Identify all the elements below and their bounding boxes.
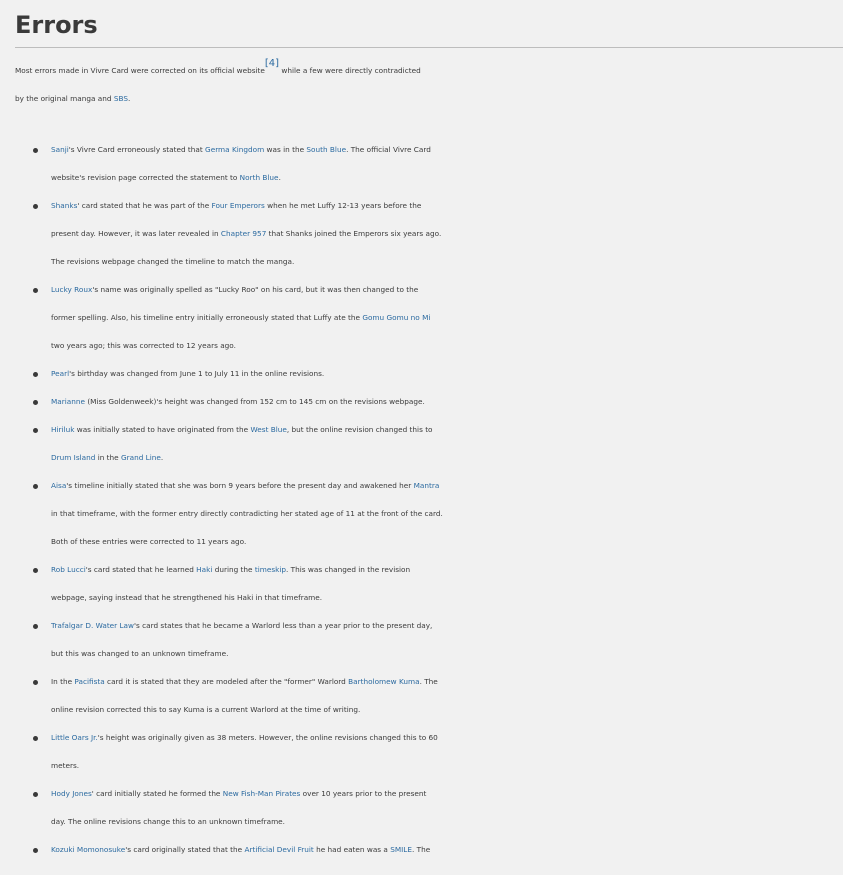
list-item-line <box>51 416 843 444</box>
wiki-link[interactable]: Little Oars Jr. <box>51 733 98 742</box>
list-item-text: when he met Luffy 12-13 years before the <box>264 201 422 210</box>
list-item-line <box>51 472 843 500</box>
list-item-text: two years ago; this was corrected to 12 years ago. <box>51 341 236 350</box>
list-item-line <box>51 136 843 164</box>
list-item-text: 's card stated that he learned <box>85 565 197 574</box>
wiki-link[interactable]: Four Emperors <box>211 201 265 210</box>
list-item-text: present day. However, it was later revealed in <box>51 229 221 238</box>
list-item-line <box>51 444 843 472</box>
wiki-link[interactable]: Marianne <box>51 397 86 406</box>
list-item <box>0 724 843 780</box>
list-item-text: . The <box>411 845 431 854</box>
list-item-text: In the <box>51 677 75 686</box>
errors-list <box>0 136 843 864</box>
list-item-text: over 10 years prior to the present <box>300 789 427 798</box>
list-item-line <box>51 276 843 304</box>
list-item <box>0 136 843 192</box>
list-item-text: Both of these entries were corrected to 11 years ago. <box>51 537 247 546</box>
list-item-text: card it is stated that they are modeled after the "former" Warlord <box>104 677 349 686</box>
wiki-link[interactable]: New Fish-Man Pirates <box>222 789 301 798</box>
list-item-text: but this was changed to an unknown timeframe. <box>51 649 229 658</box>
list-item <box>0 472 843 556</box>
list-item-text: in the <box>95 453 121 462</box>
sbs-link[interactable]: SBS <box>113 94 128 103</box>
wiki-link[interactable]: Drum Island <box>51 453 96 462</box>
list-item-line <box>51 584 843 612</box>
list-item <box>0 360 843 388</box>
list-item-text: . The official Vivre Card <box>346 145 431 154</box>
list-item-text: . <box>278 173 281 182</box>
list-item <box>0 416 843 472</box>
list-item-text: was in the <box>264 145 307 154</box>
list-item-text: he had eaten was a <box>313 845 391 854</box>
wiki-link[interactable]: Haki <box>196 565 213 574</box>
intro-text: by the original manga and <box>15 94 114 103</box>
list-item <box>0 556 843 612</box>
wiki-link[interactable]: Bartholomew Kuma <box>348 677 420 686</box>
list-item <box>0 192 843 276</box>
list-item <box>0 612 843 668</box>
list-item-line <box>51 500 843 528</box>
list-item-text: ' card stated that he was part of the <box>77 201 212 210</box>
list-item-text: during the <box>212 565 255 574</box>
list-item-text: meters. <box>51 761 80 770</box>
list-item-text: 's Vivre Card erroneously stated that <box>68 145 206 154</box>
list-item-line <box>51 752 843 780</box>
intro-line <box>15 85 843 113</box>
wiki-link[interactable]: Lucky Roux <box>51 285 93 294</box>
wiki-link[interactable]: Pearl <box>51 369 70 378</box>
wiki-link[interactable]: Aisa <box>51 481 67 490</box>
list-item-line <box>51 780 843 808</box>
list-item-text: . This was changed in the revision <box>286 565 411 574</box>
list-item-text: (Miss Goldenweek)'s height was changed from 152 cm to 145 cm on the revisions webpage. <box>85 397 425 406</box>
list-item-text: The revisions webpage changed the timeline to match the manga. <box>51 257 295 266</box>
wiki-link[interactable]: Pacifista <box>74 677 105 686</box>
intro-line <box>15 57 843 85</box>
wiki-link[interactable]: South Blue <box>306 145 347 154</box>
list-item <box>0 836 843 864</box>
wiki-link[interactable]: timeskip <box>254 565 287 574</box>
wiki-link[interactable]: Hiriluk <box>51 425 75 434</box>
wiki-link[interactable]: Grand Line <box>120 453 161 462</box>
wiki-link[interactable]: Kozuki Momonosuke <box>51 845 126 854</box>
wiki-link[interactable]: SMILE <box>390 845 412 854</box>
wiki-link[interactable]: Mantra <box>413 481 440 490</box>
list-item-text: 's card originally stated that the <box>125 845 245 854</box>
list-item-text: . <box>160 453 164 462</box>
heading-divider <box>15 47 843 48</box>
wiki-link[interactable]: Sanji <box>51 145 69 154</box>
intro-text: while a few were directly contradicted <box>279 66 421 75</box>
list-item-line <box>51 556 843 584</box>
wiki-link[interactable]: Shanks <box>51 201 78 210</box>
list-item-line <box>51 668 843 696</box>
list-item-line <box>51 360 843 388</box>
list-item-line <box>51 612 843 640</box>
list-item-line <box>51 640 843 668</box>
list-item-text: former spelling. Also, his timeline entry initially erroneously stated that Luffy ate the <box>51 313 363 322</box>
list-item-line <box>51 220 843 248</box>
list-item <box>0 668 843 724</box>
wiki-link[interactable]: North Blue <box>239 173 279 182</box>
list-item-text: . The <box>419 677 438 686</box>
list-item-line <box>51 248 843 276</box>
list-item-text: 's birthday was changed from June 1 to July 11 in the online revisions. <box>69 369 325 378</box>
list-item-line <box>51 696 843 724</box>
list-item-text: 's timeline initially stated that she was born 9 years before the present day and awakened her <box>66 481 414 490</box>
wiki-link[interactable]: Germa Kingdom <box>205 145 265 154</box>
list-item-line <box>51 164 843 192</box>
list-item-line <box>51 836 843 864</box>
list-item-line <box>51 332 843 360</box>
section-heading: Errors <box>15 11 98 39</box>
intro-text: . <box>128 94 131 103</box>
reference-link[interactable]: [4] <box>264 58 280 69</box>
wiki-link[interactable]: Rob Lucci <box>51 565 86 574</box>
list-item-line <box>51 304 843 332</box>
list-item-line <box>51 808 843 836</box>
intro-paragraph <box>15 57 843 113</box>
list-item-text: ' card initially stated he formed the <box>91 789 223 798</box>
list-item <box>0 388 843 416</box>
list-item-text: 's card states that he became a Warlord less than a year prior to the present day, <box>134 621 433 630</box>
list-item-line <box>51 192 843 220</box>
list-item-text: website's revision page corrected the statement to <box>51 173 240 182</box>
list-item-text: 's height was originally given as 38 meters. However, the online revisions changed this to 60 <box>97 733 438 742</box>
list-item-text: in that timeframe, with the former entry directly contradicting her stated age of 11 at the front of the card. <box>51 509 443 518</box>
list-item <box>0 276 843 360</box>
list-item-text: webpage, saying instead that he strengthened his Haki in that timeframe. <box>51 593 323 602</box>
list-item <box>0 780 843 836</box>
wiki-link[interactable]: Gomu Gomu no Mi <box>362 313 431 322</box>
list-item-line <box>51 724 843 752</box>
wiki-link[interactable]: Trafalgar D. Water Law <box>51 621 134 630</box>
list-item-line <box>51 388 843 416</box>
list-item-text: day. The online revisions change this to an unknown timeframe. <box>51 817 285 826</box>
intro-text: Most errors made in Vivre Card were corrected on its official website <box>15 66 265 75</box>
list-item-text: 's name was originally spelled as "Lucky Roo" on his card, but it was then changed to the <box>92 285 419 294</box>
wiki-link[interactable]: Artificial Devil Fruit <box>244 845 314 854</box>
list-item-text: that Shanks joined the Emperors six years ago. <box>266 229 442 238</box>
wiki-link[interactable]: West Blue <box>250 425 287 434</box>
wiki-link[interactable]: Hody Jones <box>51 789 92 798</box>
list-item-text: , but the online revision changed this to <box>286 425 433 434</box>
list-item-text: online revision corrected this to say Kuma is a current Warlord at the time of writing. <box>51 705 361 714</box>
list-item-line <box>51 528 843 556</box>
wiki-link[interactable]: Chapter 957 <box>220 229 267 238</box>
list-item-text: was initially stated to have originated from the <box>74 425 251 434</box>
